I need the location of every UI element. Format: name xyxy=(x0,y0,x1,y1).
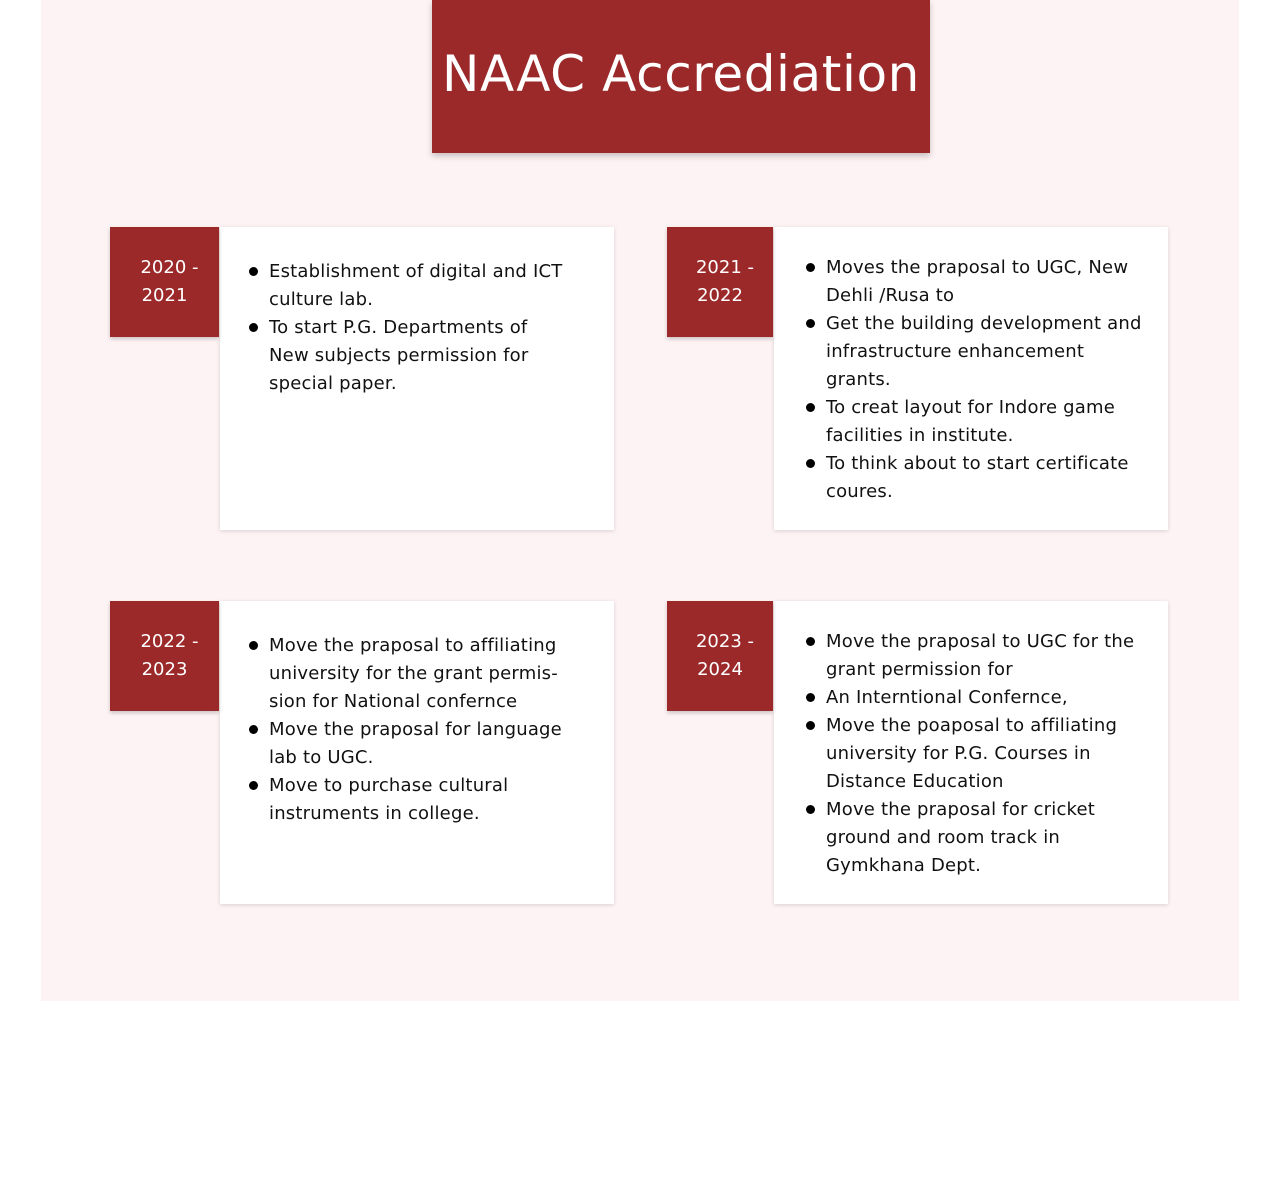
year-badge-2023-2024 xyxy=(667,601,773,711)
list-item: Moves the praposal to UGC, New Dehli /Rusa to xyxy=(806,254,1151,310)
year-start: 2023 - xyxy=(695,631,755,652)
title-banner xyxy=(432,0,930,153)
year-end: 2022 xyxy=(697,285,743,306)
year-start: 2022 - xyxy=(140,631,199,652)
year-end: 2021 xyxy=(141,285,188,306)
year-end: 2024 xyxy=(697,659,743,680)
year-start: 2020 - xyxy=(140,257,199,278)
list-item: To think about to start certificate coures. xyxy=(806,450,1151,506)
list-item: Get the building development and infrastructure enhancement grants. xyxy=(806,310,1151,394)
points-list-2023-2024 xyxy=(806,628,1151,880)
year-start: 2021 - xyxy=(695,257,755,278)
list-item: An Interntional Confernce, xyxy=(806,684,1151,712)
list-item: Move the praposal for cricket ground and room track in Gymkhana Dept. xyxy=(806,796,1151,880)
year-end: 2023 xyxy=(141,659,188,680)
list-item: Move the praposal to affiliating university for the grant permission for National confernce xyxy=(249,632,571,716)
list-item: To start P.G. Departments of New subjects permission for special paper. xyxy=(249,314,571,398)
page-title: NAAC Accrediation xyxy=(442,44,920,103)
list-item: Move the poaposal to affiliating university for P.G. Courses in Distance Education xyxy=(806,712,1151,796)
points-list-2020-2021 xyxy=(249,258,571,398)
year-badge-2020-2021 xyxy=(110,227,219,337)
list-item: To creat layout for Indore game facilities in institute. xyxy=(806,394,1151,450)
list-item: Move the praposal for language lab to UGC. xyxy=(249,716,571,772)
list-item: Move to purchase cultural instruments in college. xyxy=(249,772,571,828)
naac-section xyxy=(41,0,1239,1001)
points-list-2021-2022 xyxy=(806,254,1151,506)
year-badge-2021-2022 xyxy=(667,227,773,337)
year-badge-2022-2023 xyxy=(110,601,219,711)
points-list-2022-2023 xyxy=(249,632,571,828)
list-item: Establishment of digital and ICT culture lab. xyxy=(249,258,571,314)
list-item: Move the praposal to UGC for the grant permission for xyxy=(806,628,1151,684)
